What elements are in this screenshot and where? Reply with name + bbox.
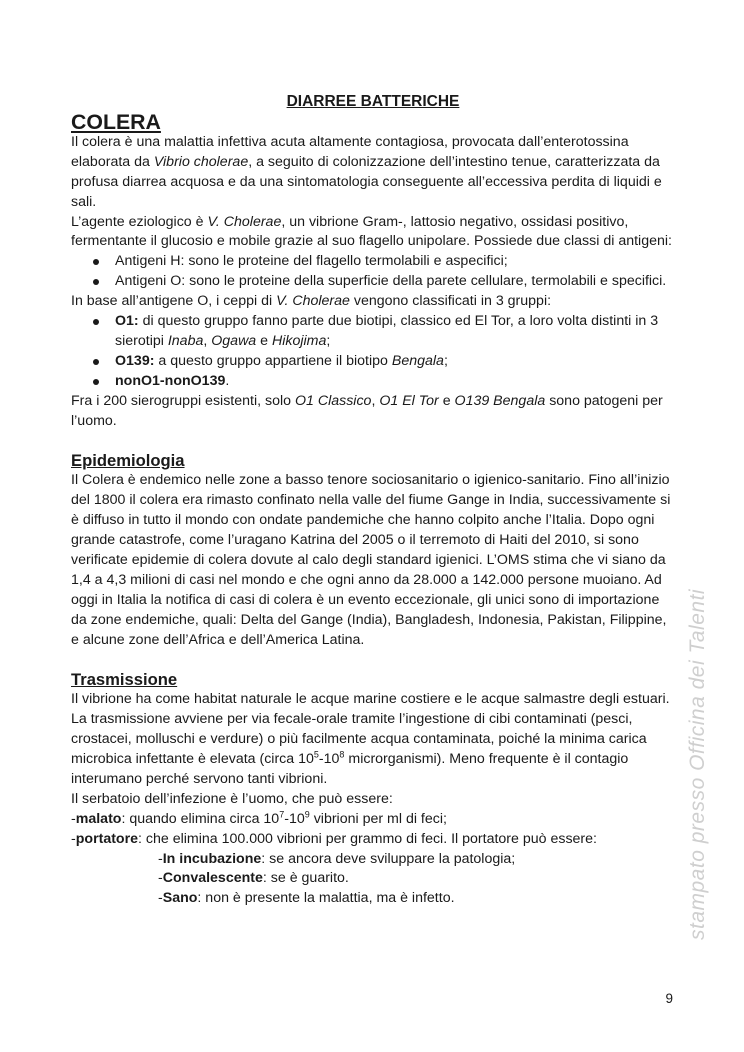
line-portatore: -portatore: che elimina 100.000 vibrioni per grammo di feci. Il portatore può essere: [71,830,597,847]
carrier-convalescente: -Convalescente: se è guarito. [158,870,349,887]
paragraph-agente-eziologico: L’agente eziologico è V. Cholerae, un vibrione Gram-, lattosio negativo, ossidasi positivo, fermentante il glucosio e mobile grazie al suo flagello unipolare. Possiede due classi di antigeni: [71,213,672,250]
line-malato: -malato: quando elimina circa $10^7-10^9$ vibrioni per ml di feci; [71,808,447,827]
spacer [71,432,675,452]
page-number: 9 [665,991,673,1006]
carrier-incubazione: -In incubazione: se ancora deve sviluppare la patologia; [158,850,516,867]
list-item: nonO1-nonO139. [71,372,675,392]
paragraph-sierogruppi: Fra i 200 sierogruppi esistenti, solo O1 Classico, O1 El Tor e O139 Bengala sono patogeni per l’uomo. [71,392,663,429]
watermark: stampato presso Officina dei Talenti [686,588,709,940]
page-title: DIARREE BATTERICHE [286,93,460,110]
antigens-list [71,252,675,292]
list-item: O1: di questo gruppo fanno parte due biotipi, classico ed El Tor, a loro volta distinti in 3 sierotipi Inaba, Ogawa e Hikojima; [71,312,675,352]
spacer [71,650,675,670]
paragraph-epidemiologia: Il Colera è endemico nelle zone a basso tenore sociosanitario o igienico-sanitario. Fino all’inizio del 1800 il colera era rimasto confinato nella valle del fiume Gange in India, successivamente si è diffuso in tutto il mondo con ondate pandemiche che hanno colpito anche l’Italia. Dopo ogni grande catastrofe, come l’uragano Katrina del 2005 o il terremoto di Haiti del 2010, si sono verificate epidemie di colera dovute al calo degli standard igienici. L’OMS stima che vi siano da 1,4 a 4,3 milioni di casi nel mondo e che ogni anno da 28.000 a 142.000 persone muoiano. Ad oggi in Italia la notifica di casi di colera è un evento eccezionale, gli unici sono di importazione da zone endemiche, quali: Delta del Gange (India), Bangladesh, Indonesia, Pakistan, Filippine, e alcune zone dell’Africa e dell’America Latina. [71,472,671,648]
list-item: Antigeni O: sono le proteine della superficie della parete cellulare, termolabili e specifici. [71,272,675,292]
groups-list [71,312,675,392]
list-item: O139: a questo gruppo appartiene il biotipo Bengala; [71,352,675,372]
section-heading-trasmissione: Trasmissione [71,670,178,690]
section-heading-colera: COLERA [71,110,161,134]
paragraph-trasmissione: Il vibrione ha come habitat naturale le acque marine costiere e le acque salmastre degli estuari. La trasmissione avviene per via fecale-orale tramite l’ingestione di cibi contaminati (pesci, crostacei, molluschi e verdure) o più facilmente acqua contaminata, poiché la minima carica microbica infettante è elevata (circa $10^5-10^8$ microrganismi). Meno frequente è il contagio interumano perché servono tanti vibrioni. [71,691,670,787]
carrier-sano: -Sano: non è presente la malattia, ma è infetto. [158,890,455,907]
paragraph-colera-definition: Il colera è una malattia infettiva acuta altamente contagiosa, provocata dall’enterotossina elaborata da Vibrio cholerae, a seguito di colonizzazione dell’intestino tenue, caratterizzata da profusa diarrea acquosa e da una sintomatologia conseguente all’eccessiva perdita di liquidi e sali. [71,133,662,210]
list-item: Antigeni H: sono le proteine del flagello termolabili e aspecifici; [71,252,675,272]
paragraph-classificazione: In base all’antigene O, i ceppi di V. Cholerae vengono classificati in 3 gruppi: [71,293,552,310]
document-page [71,90,675,909]
paragraph-serbatoio: Il serbatoio dell’infezione è l’uomo, che può essere: [71,790,393,807]
section-heading-epidemiologia: Epidemiologia [71,451,185,471]
